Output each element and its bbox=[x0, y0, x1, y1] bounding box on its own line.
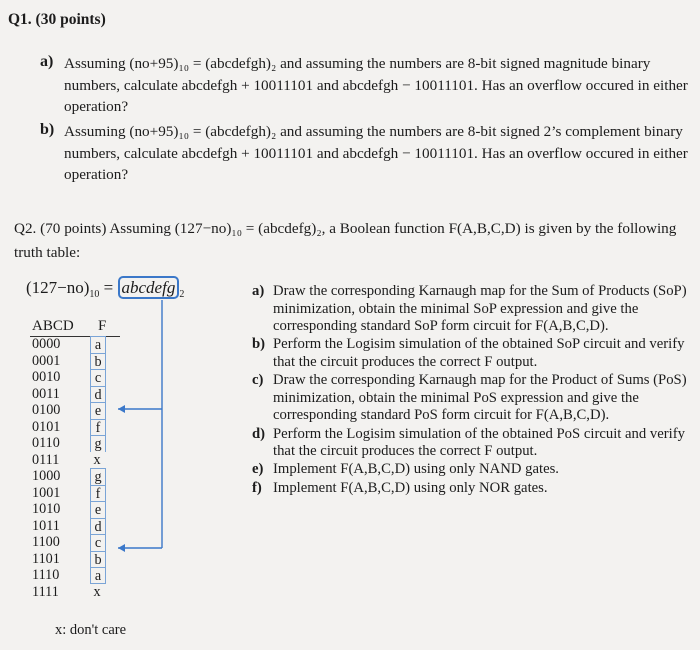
row-input-abcd: 0010 bbox=[32, 369, 61, 385]
formula-left: (127−no) bbox=[26, 278, 90, 297]
q2-parts bbox=[252, 283, 697, 498]
row-input-abcd: 0101 bbox=[32, 418, 61, 435]
q2-part-item bbox=[252, 283, 697, 336]
row-output-f: e bbox=[90, 402, 106, 419]
row-input-abcd: 0110 bbox=[32, 435, 60, 451]
row-output-f: a bbox=[90, 336, 106, 353]
arrow-head-icon bbox=[118, 405, 125, 413]
row-input-abcd: 1110 bbox=[32, 567, 60, 583]
row-output-f: c bbox=[90, 534, 106, 551]
row-output-f: x bbox=[93, 451, 101, 468]
row-input-abcd: 1101 bbox=[32, 550, 60, 567]
header-abcd: ABCD bbox=[32, 318, 74, 334]
header-f: F bbox=[98, 318, 107, 334]
row-input-abcd: 1100 bbox=[32, 534, 60, 550]
formula-sub2: 2 bbox=[179, 289, 185, 300]
row-output-f: d bbox=[90, 386, 106, 403]
q2-part-text: Draw the corresponding Karnaugh map for the Sum of Products (SoP) minimization, obtain the minimal SoP expression and give the corresponding standard SoP form circuit for F(A,B,C,D). bbox=[273, 283, 687, 335]
q2-part-text: Implement F(A,B,C,D) using only NAND gates. bbox=[273, 461, 559, 478]
q1-item-a-text: Assuming (no+95)₁₀ = (abcdefgh)₂ and assuming the numbers are 8-bit signed magnitude binary numbers, calculate abcdefgh + 10011101 and abcdefgh − 10011101. Has an overflow occured in either operation? bbox=[64, 55, 688, 115]
q2-part-item bbox=[252, 480, 697, 498]
row-input-abcd: 1010 bbox=[32, 501, 61, 517]
q1-item-b-label: b) bbox=[40, 121, 55, 138]
row-output-f: f bbox=[90, 419, 106, 436]
row-input-abcd: 0000 bbox=[32, 336, 61, 352]
row-input-abcd: 1111 bbox=[32, 583, 59, 600]
row-output-f: d bbox=[90, 518, 106, 535]
q2-part-label: d) bbox=[252, 425, 266, 442]
q2-part-label: a) bbox=[252, 283, 265, 299]
row-output-f: b bbox=[90, 353, 106, 370]
q2-part-label: b) bbox=[252, 336, 266, 353]
row-input-abcd: 1000 bbox=[32, 468, 61, 484]
q2-part-text: Implement F(A,B,C,D) using only NOR gates. bbox=[273, 479, 548, 496]
row-input-abcd: 1011 bbox=[32, 517, 60, 534]
q2-part-text: Draw the corresponding Karnaugh map for the Product of Sums (PoS) minimization, obtain the minimal PoS expression and give the corresponding standard PoS form circuit for F(A,B,C,D). bbox=[273, 372, 687, 424]
row-output-f: b bbox=[90, 551, 106, 568]
arrow-head-icon bbox=[118, 544, 125, 552]
row-input-abcd: 0111 bbox=[32, 451, 60, 468]
row-input-abcd: 0011 bbox=[32, 385, 60, 402]
q2-part-text: Perform the Logisim simulation of the obtained SoP circuit and verify that the circuit produces the correct F output. bbox=[273, 336, 685, 370]
dont-care-note: x: don't care bbox=[55, 622, 127, 638]
q1-item-b-text: Assuming (no+95)₁₀ = (abcdefgh)₂ and assuming the numbers are 8-bit signed 2’s complement binary numbers, calculate abcdefgh + 10011101 and abcdefgh − 10011101. Has an overflow occured in either operation? bbox=[64, 123, 688, 183]
q2-part-item bbox=[252, 372, 697, 425]
row-output-f: c bbox=[90, 369, 106, 386]
row-output-f: g bbox=[90, 468, 106, 485]
row-output-f: e bbox=[90, 501, 106, 518]
q2-part-label: f) bbox=[252, 479, 262, 496]
row-output-f: f bbox=[90, 485, 106, 502]
q1-title: Q1. (30 points) bbox=[8, 11, 106, 28]
q2-part-label: e) bbox=[252, 461, 264, 478]
q2-intro: Q2. (70 points) Assuming (127−no)₁₀ = (abcdefg)₂, a Boolean function F(A,B,C,D) is given by the following truth table: bbox=[14, 220, 677, 261]
q2-part-item bbox=[252, 336, 697, 371]
q2-part-label: c) bbox=[252, 372, 264, 389]
q2-part-item bbox=[252, 461, 697, 479]
formula-boxed-bits: abcdefg bbox=[118, 276, 180, 299]
row-output-f: x bbox=[93, 583, 101, 600]
row-output-f: a bbox=[90, 567, 106, 584]
q2-part-item bbox=[252, 426, 697, 461]
row-output-f: g bbox=[90, 435, 106, 452]
q1-item-a-label: a) bbox=[40, 53, 54, 70]
formula-sub10: 10 bbox=[89, 289, 100, 300]
formula-eq: = bbox=[99, 278, 118, 297]
q2-part-text: Perform the Logisim simulation of the obtained PoS circuit and verify that the circuit produces the correct F output. bbox=[273, 425, 685, 460]
row-input-abcd: 1001 bbox=[32, 484, 61, 501]
row-input-abcd: 0100 bbox=[32, 402, 61, 418]
row-input-abcd: 0001 bbox=[32, 352, 61, 369]
